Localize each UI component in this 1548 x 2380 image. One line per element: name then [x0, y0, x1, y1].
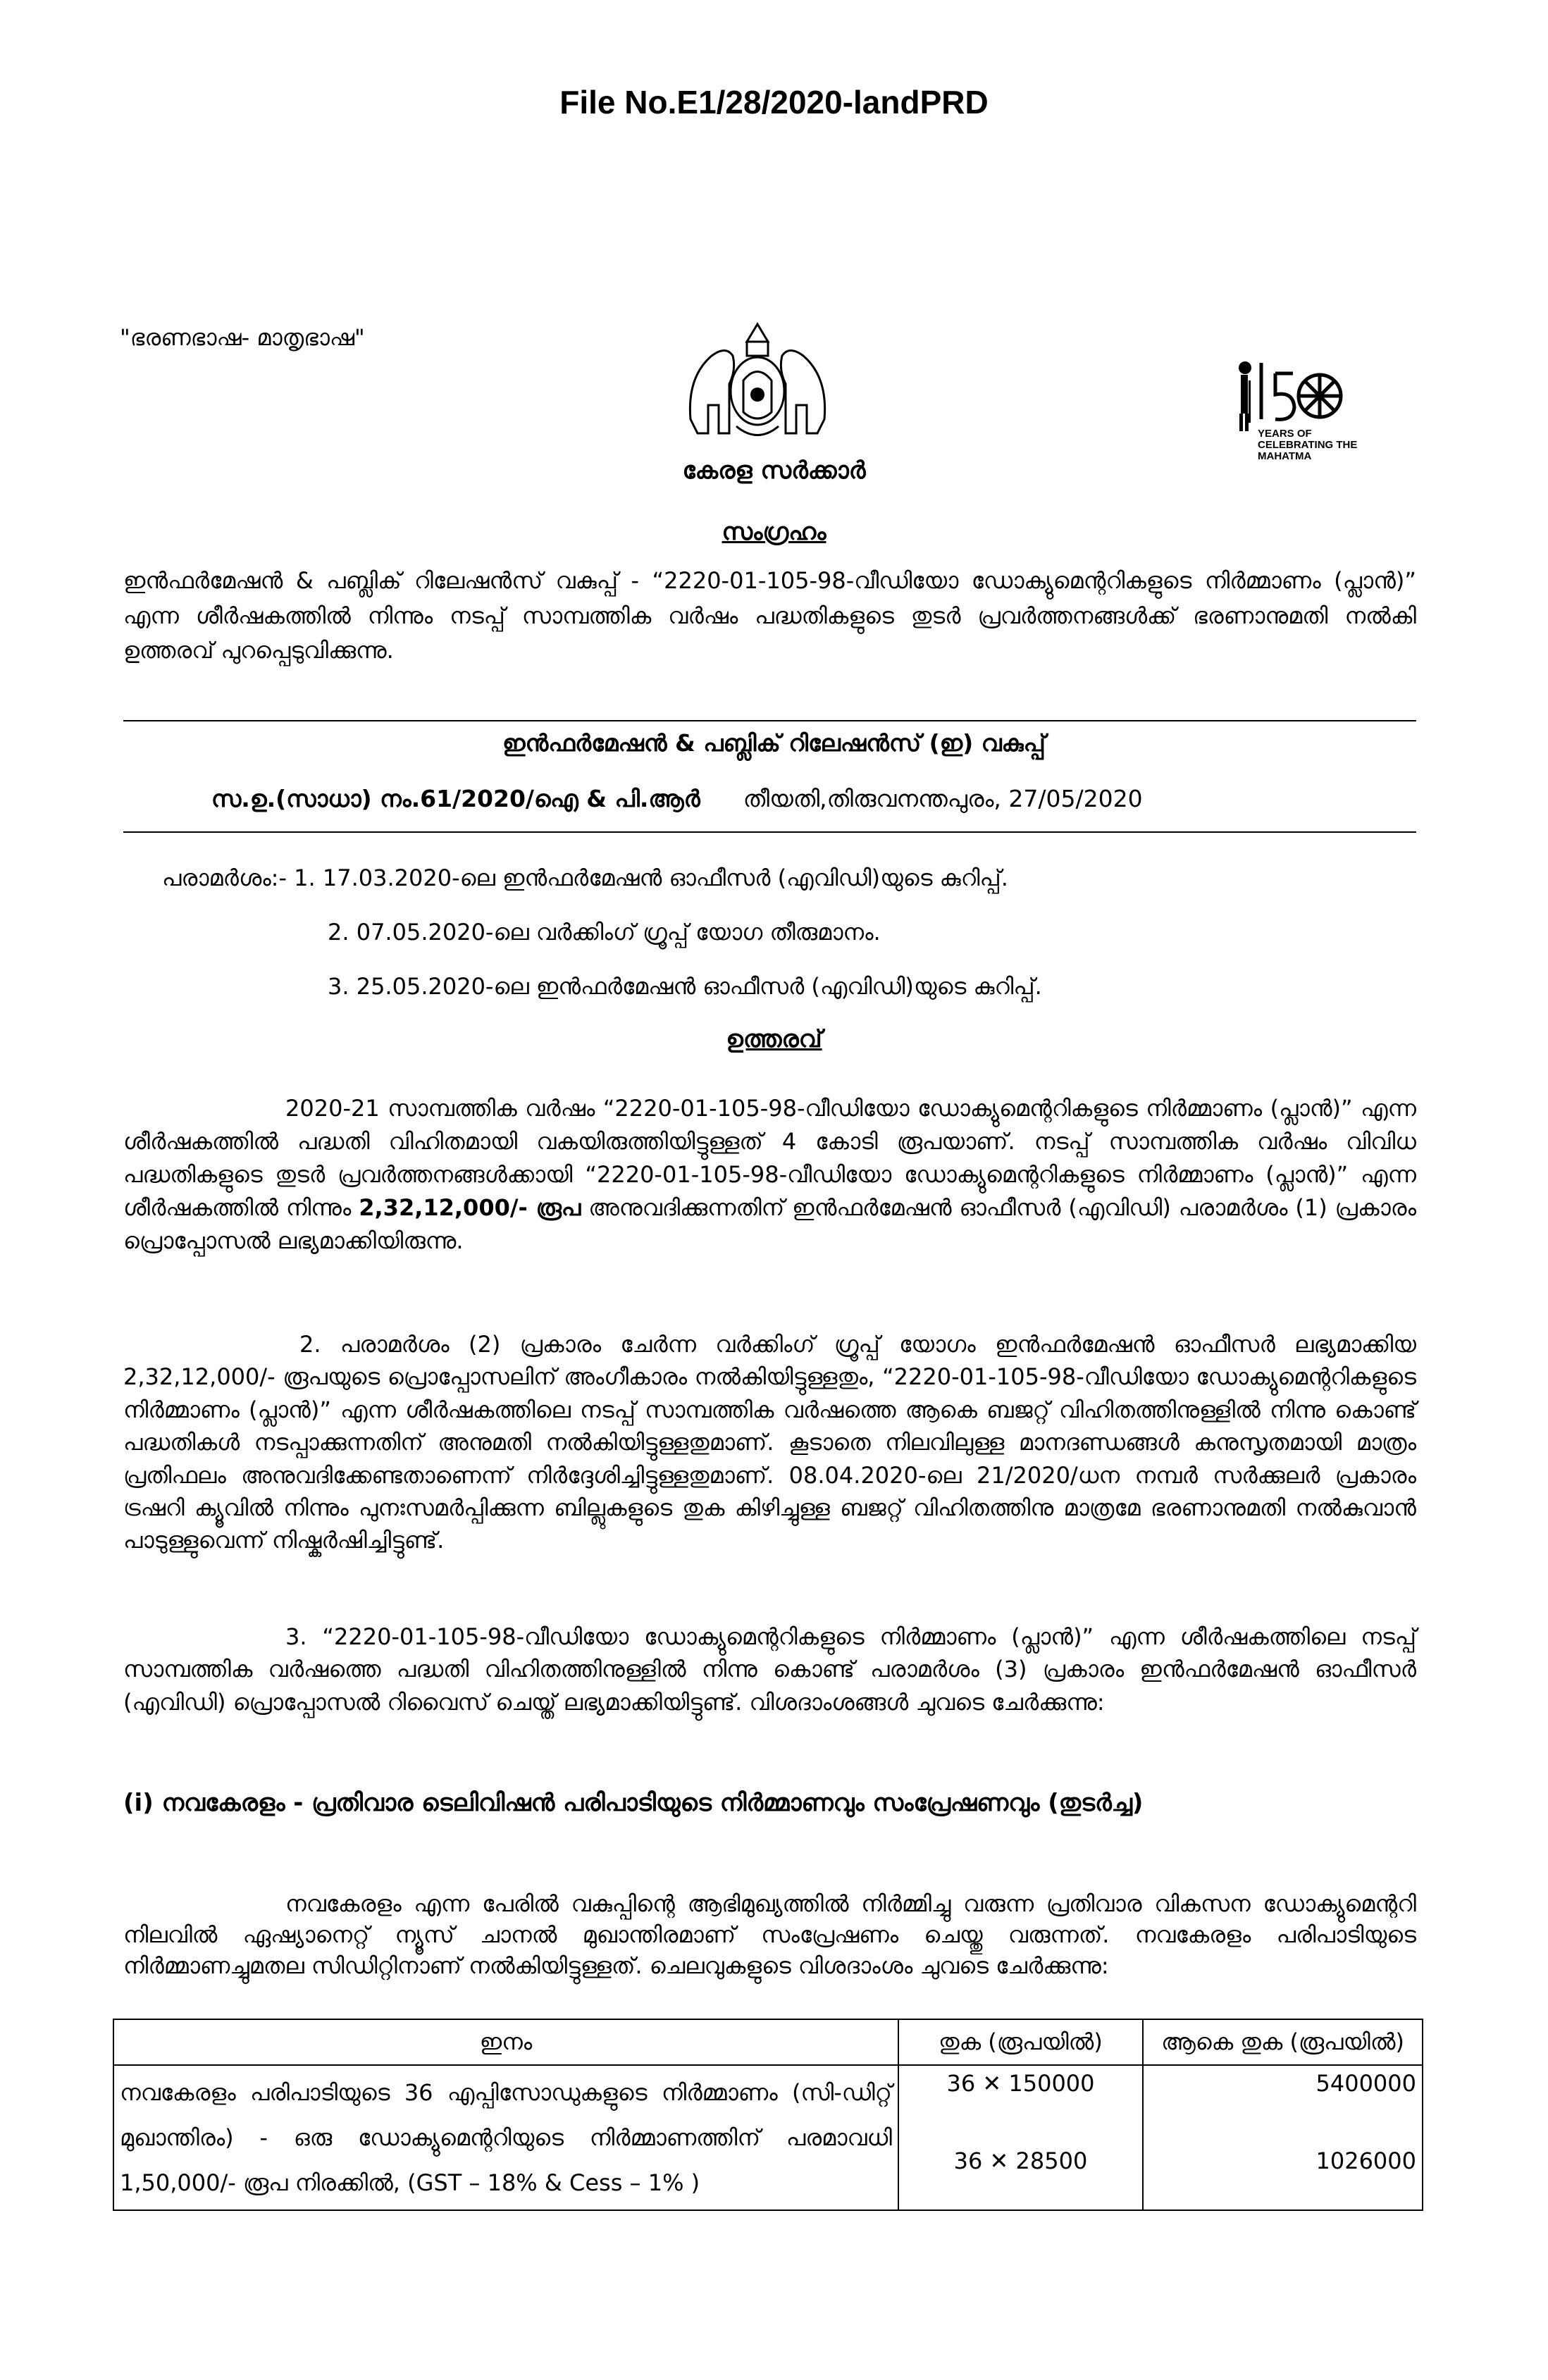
order-number: സ.ഉ.(സാധാ) നം.61/2020/ഐ & പി.ആർ — [211, 785, 700, 812]
para1-text-a: 2020-21 സാമ്പത്തിക വർഷം “2220-01-105-98-വീഡിയോ ഡോക്യുമെന്ററികളുടെ നിർമ്മാണം (പ്ലാൻ)” എന്ന ശീർഷകത്തിൽ പദ്ധതി വിഹിതമായി വകയിരുത്തിയിട്ടുള്ളത് 4 കോടി രൂപയാണ്. നടപ്പ് സാമ്പത്തിക വർഷം വിവിധ പദ്ധതികളുടെ തുടർ പ്രവർത്തനങ്ങൾക്കായി “2220-01-105-98-വീഡിയോ ഡോക്യുമെന്ററികളുടെ നിർമ്മാണം (പ്ലാൻ)” എന്ന ശീർഷകത്തിൽ നിന്നും — [123, 1095, 1416, 1222]
order-date: തീയതി,തിരുവനന്തപുരം, 27/05/2020 — [743, 785, 1143, 812]
total-line-2: 1026000 — [1315, 2147, 1416, 2175]
order-heading: ഉത്തരവ് — [726, 1025, 822, 1053]
total-line-1: 5400000 — [1315, 2070, 1416, 2097]
cell-amount — [898, 2065, 1143, 2210]
cost-table — [113, 2019, 1423, 2211]
table-row — [113, 2065, 1423, 2210]
references-label: പരാമർശം:- — [162, 864, 287, 891]
cost-table-header — [113, 2019, 1423, 2065]
reference-text-1: 1. 17.03.2020-ലെ ഇൻഫർമേഷൻ ഓഫീസർ (എവിഡി)യുടെ കുറിപ്പ്. — [294, 864, 1008, 891]
official-language-motto: "ഭരണഭാഷ- മാതൃഭാഷ" — [120, 324, 365, 351]
cell-item: നവകേരളം പരിപാടിയുടെ 36 എപ്പിസോഡുകളുടെ നിർമ്മാണം (സി-ഡിറ്റ് മുഖാന്തിരം) - ഒരു ഡോക്യുമെന്ററിയുടെ നിർമ്മാണത്തിന് പരമാവധി 1,50,000/- രൂപ നിരക്കിൽ, (GST – 18% & Cess – 1% ) — [113, 2065, 898, 2210]
divider-bottom — [123, 831, 1416, 833]
header-item: ഇനം — [113, 2019, 898, 2065]
reference-item-1 — [162, 851, 1042, 905]
order-reference-line — [211, 785, 1143, 813]
references-block — [162, 851, 1042, 1013]
badge-caption: YEARS OF CELEBRATING THE MAHATMA — [1258, 428, 1358, 462]
abstract-subject: ഇൻഫർമേഷൻ & പബ്ലിക് റിലേഷൻസ് വകുപ്പ് - “2220-01-105-98-വീഡിയോ ഡോക്യുമെന്ററികളുടെ നിർമ്മാണം (പ്ലാൻ)” എന്ന ശീർഷകത്തിൽ നിന്നും നടപ്പ് സാമ്പത്തിക വർഷം പദ്ധതികളുടെ തുടർ പ്രവർത്തനങ്ങൾക്ക് ഭരണാനുമതി നൽകി ഉത്തരവ് പുറപ്പെടുവിക്കുന്നു. — [123, 567, 1416, 664]
order-paragraph-4: നവകേരളം എന്ന പേരിൽ വകുപ്പിന്റെ ആഭിമുഖ്യത്തിൽ നിർമ്മിച്ചു വരുന്ന പ്രതിവാര വികസന ഡോക്യുമെന്ററി നിലവിൽ ഏഷ്യാനെറ്റ് ന്യൂസ് ചാനൽ മുഖാന്തിരമാണ് സംപ്രേഷണം ചെയ്തു വരുന്നത്. നവകേരളം പരിപാടിയുടെ നിർമ്മാണച്ചുമതല സിഡിറ്റിനാണ് നൽകിയിട്ടുള്ളത്. ചെലവുകളുടെ വിശദാംശം ചുവടെ ചേർക്കുന്നു: — [123, 1890, 1416, 1980]
header-amount: തുക (രൂപയിൽ) — [898, 2019, 1143, 2065]
order-paragraph-3: 3. “2220-01-105-98-വീഡിയോ ഡോക്യുമെന്ററികളുടെ നിർമ്മാണം (പ്ലാൻ)” എന്ന ശീർഷകത്തിലെ നടപ്പ് സാമ്പത്തിക വർഷത്തെ പദ്ധതി വിഹിതത്തിനുള്ളിൽ നിന്നു കൊണ്ട് പരാമർശം (3) പ്രകാരം ഇൻഫർമേഷൻ ഓഫീസർ (എവിഡി) പ്രൊപ്പോസൽ റിവൈസ് ചെയ്ത് ലഭ്യമാക്കിയിട്ടുണ്ട്. വിശദാംശങ്ങൾ ചുവടെ ചേർക്കുന്നു: — [123, 1623, 1416, 1716]
amount-line-2: 36 ✕ 28500 — [953, 2147, 1088, 2175]
order-paragraph-2: 2. പരാമർശം (2) പ്രകാരം ചേർന്ന വർക്കിംഗ് ഗ്രൂപ്പ് യോഗം ഇൻഫർമേഷൻ ഓഫീസർ ലഭ്യമാക്കിയ 2,32,12,000/- രൂപയുടെ പ്രൊപ്പോസലിന് അംഗീകാരം നൽകിയിട്ടുള്ളതും, “2220-01-105-98-വീഡിയോ ഡോക്യുമെന്ററികളുടെ നിർമ്മാണം (പ്ലാൻ)” എന്ന ശീർഷകത്തിലെ നടപ്പ് സാമ്പത്തിക വർഷത്തെ ആകെ ബജറ്റ് വിഹിതത്തിനുള്ളിൽ നിന്നു കൊണ്ട് പദ്ധതികൾ നടപ്പാക്കുന്നതിന് അനുമതി നൽകിയിട്ടുള്ളതുമാണ്. കൂടാതെ നിലവിലുള്ള മാനദണ്ഡങ്ങൾ കനുസൃതമായി മാത്രം പ്രതിഫലം അനുവദിക്കേണ്ടതാണെന്ന് നിർദ്ദേശിച്ചിട്ടുള്ളതുമാണ്. 08.04.2020-ലെ 21/2020/ധന നമ്പർ സർക്കുലർ പ്രകാരം ട്രഷറി ക്യൂവിൽ നിന്നും പുനഃസമർപ്പിക്കുന്ന ബില്ലുകളുടെ തുക കിഴിച്ചുള്ള ബജറ്റ് വിഹിതത്തിനു മാത്രമേ ഭരണാനുമതി നൽകുവാൻ പാടുള്ളുവെന്ന് നിഷ്കർഷിച്ചിട്ടുണ്ട്. — [123, 1331, 1416, 1554]
reference-item-2: 2. 07.05.2020-ലെ വർക്കിംഗ് ഗ്രൂപ്പ് യോഗ തീരുമാനം. — [328, 918, 881, 946]
file-number: File No.E1/28/2020-landPRD — [559, 84, 989, 120]
divider-top — [123, 720, 1416, 721]
kerala-emblem-icon — [676, 314, 838, 454]
sub-heading-navakeralam: (i) നവകേരളം - പ്രതിവാര ടെലിവിഷൻ പരിപാടിയുടെ നിർമ്മാണവും സംപ്രേഷണവും (തുടർച്ച) — [123, 1789, 1144, 1817]
abstract-heading: സംഗ്രഹം — [722, 518, 826, 546]
header-total: ആകെ തുക (രൂപയിൽ) — [1143, 2019, 1423, 2065]
government-name: കേരള സർക്കാർ — [682, 457, 866, 485]
cell-total — [1143, 2065, 1423, 2210]
department-name: ഇൻഫർമേഷൻ & പബ്ലിക് റിലേഷൻസ് (ഇ) വകുപ്പ് — [502, 729, 1046, 757]
order-paragraph-1 — [123, 1092, 1416, 1258]
para1-amount: 2,32,12,000/- രൂപ — [359, 1194, 581, 1222]
amount-line-1: 36 ✕ 150000 — [946, 2070, 1095, 2097]
reference-item-3: 3. 25.05.2020-ലെ ഇൻഫർമേഷൻ ഓഫീസർ (എവിഡി)യുടെ കുറിപ്പ്. — [328, 972, 1042, 1000]
para1-text-b: അനുവദിക്കുന്നതിന് ഇൻഫർമേഷൻ ഓഫീസർ (എവിഡി) പരാമർശം (1) പ്രകാരം പ്രൊപ്പോസൽ ലഭ്യമാക്കിയിരുന്നു. — [123, 1194, 1416, 1255]
